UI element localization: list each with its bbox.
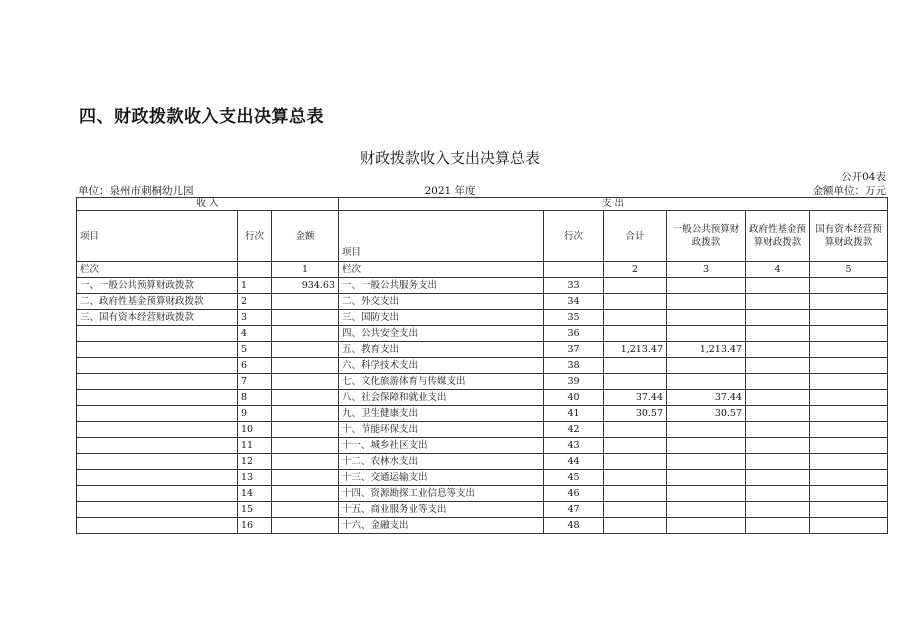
- state-capital-amount: [810, 326, 888, 342]
- total-amount: 30.57: [604, 406, 667, 422]
- state-capital-amount: [810, 294, 888, 310]
- total-amount: [604, 374, 667, 390]
- fund-amount: [746, 278, 810, 294]
- income-item: [77, 518, 238, 534]
- income-row-no: 13: [238, 470, 272, 486]
- income-row-no: 1: [238, 278, 272, 294]
- table-row: [77, 390, 888, 406]
- fund-budget-header: 政府性基金预算财政拨款: [746, 211, 810, 262]
- income-row-no: 3: [238, 310, 272, 326]
- general-amount: [667, 278, 746, 294]
- col-exp-label: 栏次: [339, 262, 544, 278]
- year-label: 2021 年度: [424, 185, 476, 197]
- income-amount: [272, 406, 339, 422]
- table-row: [77, 438, 888, 454]
- total-amount: 1,213.47: [604, 342, 667, 358]
- general-amount: [667, 486, 746, 502]
- expense-row-no: 38: [544, 358, 604, 374]
- expense-header: 支 出: [339, 198, 888, 211]
- state-capital-amount: [810, 342, 888, 358]
- total-amount: [604, 310, 667, 326]
- state-capital-amount: [810, 470, 888, 486]
- fund-amount: [746, 486, 810, 502]
- expense-row-no: 33: [544, 278, 604, 294]
- income-item: [77, 422, 238, 438]
- income-rowno-header: 行次: [238, 211, 272, 262]
- income-amount: [272, 454, 339, 470]
- expense-row-no: 40: [544, 390, 604, 406]
- income-row-no: 15: [238, 502, 272, 518]
- state-capital-amount: [810, 390, 888, 406]
- fund-amount: [746, 406, 810, 422]
- table-row: [77, 518, 888, 534]
- income-row-no: 5: [238, 342, 272, 358]
- state-capital-amount: [810, 422, 888, 438]
- general-amount: [667, 518, 746, 534]
- income-row-no: 7: [238, 374, 272, 390]
- expense-item: 七、文化旅游体育与传媒支出: [339, 374, 544, 390]
- expense-item: 三、国防支出: [339, 310, 544, 326]
- expense-item: 五、教育支出: [339, 342, 544, 358]
- total-amount: [604, 278, 667, 294]
- expense-item: 十四、资源勘探工业信息等支出: [339, 486, 544, 502]
- form-number: 公开04表: [841, 171, 886, 183]
- income-item: [77, 390, 238, 406]
- income-row-no: 10: [238, 422, 272, 438]
- expense-row-no: 47: [544, 502, 604, 518]
- total-amount: [604, 438, 667, 454]
- fund-amount: [746, 502, 810, 518]
- fund-amount: [746, 358, 810, 374]
- expense-row-no: 42: [544, 422, 604, 438]
- income-amount: [272, 390, 339, 406]
- expense-row-no: 36: [544, 326, 604, 342]
- expense-item: 九、卫生健康支出: [339, 406, 544, 422]
- general-budget-header: 一般公共预算财政拨款: [667, 211, 746, 262]
- state-capital-amount: [810, 278, 888, 294]
- expense-item: 十二、农林水支出: [339, 454, 544, 470]
- general-amount: 30.57: [667, 406, 746, 422]
- state-capital-amount: [810, 518, 888, 534]
- income-item: 一、一般公共预算财政拨款: [77, 278, 238, 294]
- income-item: [77, 326, 238, 342]
- income-amount: [272, 374, 339, 390]
- table-title: 财政拨款收入支出决算总表: [359, 149, 540, 167]
- total-amount: [604, 454, 667, 470]
- expense-row-no: 44: [544, 454, 604, 470]
- total-amount: [604, 486, 667, 502]
- expense-item: 十一、城乡社区支出: [339, 438, 544, 454]
- expense-item-header: 项目: [339, 211, 544, 262]
- income-amount: [272, 358, 339, 374]
- general-amount: 37.44: [667, 390, 746, 406]
- table-row: [77, 310, 888, 326]
- table-row: [77, 406, 888, 422]
- fund-amount: [746, 390, 810, 406]
- state-capital-amount: [810, 358, 888, 374]
- total-amount: [604, 422, 667, 438]
- income-item: [77, 438, 238, 454]
- expense-row-no: 46: [544, 486, 604, 502]
- income-row-no: 2: [238, 294, 272, 310]
- state-capital-amount: [810, 310, 888, 326]
- income-amount-header: 金额: [272, 211, 339, 262]
- income-amount: [272, 486, 339, 502]
- table-row: [77, 374, 888, 390]
- fund-amount: [746, 518, 810, 534]
- expense-row-no: 39: [544, 374, 604, 390]
- income-item: [77, 486, 238, 502]
- income-item: [77, 454, 238, 470]
- table-row: [77, 470, 888, 486]
- general-amount: [667, 358, 746, 374]
- income-item: 二、政府性基金预算财政拨款: [77, 294, 238, 310]
- income-item: [77, 374, 238, 390]
- section-title: 四、财政拨款收入支出决算总表: [79, 107, 324, 127]
- expense-item: 六、科学技术支出: [339, 358, 544, 374]
- expense-item: 一、一般公共服务支出: [339, 278, 544, 294]
- income-row-no: 11: [238, 438, 272, 454]
- general-amount: [667, 470, 746, 486]
- income-row-no: 14: [238, 486, 272, 502]
- income-item: 三、国有资本经营财政拨款: [77, 310, 238, 326]
- fund-amount: [746, 326, 810, 342]
- state-capital-amount: [810, 438, 888, 454]
- general-amount: [667, 438, 746, 454]
- table-row: [77, 278, 888, 294]
- total-amount: [604, 294, 667, 310]
- total-amount: [604, 326, 667, 342]
- col-amount-no: 1: [272, 262, 339, 278]
- money-unit-label: 金额单位：万元: [812, 185, 886, 197]
- col-fund-no: 4: [746, 262, 810, 278]
- state-capital-amount: [810, 374, 888, 390]
- income-amount: [272, 310, 339, 326]
- income-amount: [272, 294, 339, 310]
- table-row: [77, 326, 888, 342]
- state-capital-amount: [810, 454, 888, 470]
- expense-item: 十、节能环保支出: [339, 422, 544, 438]
- fund-amount: [746, 294, 810, 310]
- income-item: [77, 342, 238, 358]
- total-amount: [604, 358, 667, 374]
- total-header: 合计: [604, 211, 667, 262]
- expense-row-no: 45: [544, 470, 604, 486]
- income-amount: 934.63: [272, 278, 339, 294]
- income-amount: [272, 518, 339, 534]
- state-capital-header: 国有资本经营预算财政拨款: [810, 211, 888, 262]
- expense-row-no: 34: [544, 294, 604, 310]
- unit-label: 单位：泉州市刺桐幼儿园: [78, 185, 194, 197]
- state-capital-amount: [810, 406, 888, 422]
- income-item: [77, 406, 238, 422]
- fund-amount: [746, 422, 810, 438]
- table-row: [77, 358, 888, 374]
- fund-amount: [746, 374, 810, 390]
- general-amount: [667, 454, 746, 470]
- income-amount: [272, 438, 339, 454]
- expense-item: 八、社会保障和就业支出: [339, 390, 544, 406]
- income-item: [77, 502, 238, 518]
- table-row: [77, 502, 888, 518]
- col-label: 栏次: [77, 262, 238, 278]
- total-amount: [604, 502, 667, 518]
- col-state-no: 5: [810, 262, 888, 278]
- income-amount: [272, 470, 339, 486]
- group-header-row: [77, 198, 888, 211]
- fund-amount: [746, 310, 810, 326]
- general-amount: [667, 422, 746, 438]
- fund-amount: [746, 470, 810, 486]
- state-capital-amount: [810, 502, 888, 518]
- expense-item: 十六、金融支出: [339, 518, 544, 534]
- income-row-no: 4: [238, 326, 272, 342]
- col-general-no: 3: [667, 262, 746, 278]
- total-amount: [604, 470, 667, 486]
- income-amount: [272, 326, 339, 342]
- expense-item: 十三、交通运输支出: [339, 470, 544, 486]
- income-amount: [272, 342, 339, 358]
- table-row: [77, 422, 888, 438]
- income-row-no: 12: [238, 454, 272, 470]
- general-amount: [667, 310, 746, 326]
- state-capital-amount: [810, 486, 888, 502]
- income-item: [77, 470, 238, 486]
- expense-row-no: 48: [544, 518, 604, 534]
- general-amount: [667, 374, 746, 390]
- table-row: [77, 454, 888, 470]
- column-header-row: [77, 211, 888, 262]
- income-amount: [272, 502, 339, 518]
- table-row: [77, 486, 888, 502]
- general-amount: [667, 326, 746, 342]
- general-amount: [667, 294, 746, 310]
- income-item: [77, 358, 238, 374]
- table-row: [77, 294, 888, 310]
- income-row-no: 16: [238, 518, 272, 534]
- col-total-no: 2: [604, 262, 667, 278]
- expense-row-no: 43: [544, 438, 604, 454]
- expense-item: 十五、商业服务业等支出: [339, 502, 544, 518]
- income-header: 收 入: [77, 198, 339, 211]
- fund-amount: [746, 438, 810, 454]
- expense-row-no: 37: [544, 342, 604, 358]
- fund-amount: [746, 342, 810, 358]
- total-amount: 37.44: [604, 390, 667, 406]
- income-row-no: 8: [238, 390, 272, 406]
- table-row: [77, 342, 888, 358]
- income-item-header: 项目: [77, 211, 238, 262]
- income-amount: [272, 422, 339, 438]
- col-blank: [544, 262, 604, 278]
- income-row-no: 6: [238, 358, 272, 374]
- appropriation-table: [76, 197, 888, 534]
- column-number-row: [77, 262, 888, 278]
- col-blank: [238, 262, 272, 278]
- total-amount: [604, 518, 667, 534]
- general-amount: [667, 502, 746, 518]
- expense-rowno-header: 行次: [544, 211, 604, 262]
- expense-row-no: 41: [544, 406, 604, 422]
- general-amount: 1,213.47: [667, 342, 746, 358]
- income-row-no: 9: [238, 406, 272, 422]
- expense-row-no: 35: [544, 310, 604, 326]
- fund-amount: [746, 454, 810, 470]
- expense-item: 四、公共安全支出: [339, 326, 544, 342]
- expense-item: 二、外交支出: [339, 294, 544, 310]
